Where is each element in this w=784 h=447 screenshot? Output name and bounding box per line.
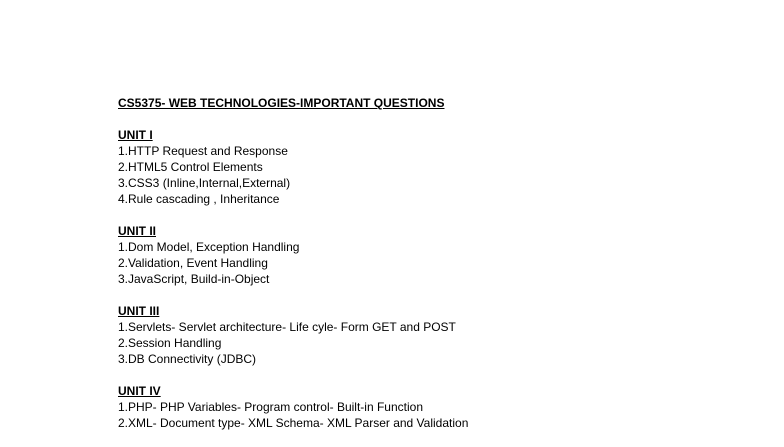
unit-heading: UNIT IV [118, 384, 161, 398]
unit-heading: UNIT III [118, 304, 160, 318]
question-item: 2.Validation, Event Handling [118, 256, 268, 270]
question-item: 1.PHP- PHP Variables- Program control- Built-in Function [118, 400, 424, 414]
question-item: 1.Dom Model, Exception Handling [118, 240, 300, 254]
question-item: 4.Rule cascading , Inheritance [118, 192, 280, 206]
unit-section-2 [118, 223, 758, 287]
unit-section-4 [118, 383, 758, 431]
question-item: 2.XML- Document type- XML Schema- XML Parser and Validation [118, 416, 469, 430]
unit-section-3 [118, 303, 758, 367]
unit-heading: UNIT II [118, 224, 156, 238]
question-item: 3.JavaScript, Build-in-Object [118, 272, 270, 286]
question-item: 2.HTML5 Control Elements [118, 160, 263, 174]
question-item: 3.DB Connectivity (JDBC) [118, 352, 257, 366]
unit-section-1 [118, 127, 758, 207]
question-item: 1.Servlets- Servlet architecture- Life cyle- Form GET and POST [118, 320, 456, 334]
unit-heading: UNIT I [118, 128, 153, 142]
question-item: 2.Session Handling [118, 336, 222, 350]
document-title: CS5375- WEB TECHNOLOGIES-IMPORTANT QUESTIONS [118, 96, 445, 110]
question-item: 3.CSS3 (Inline,Internal,External) [118, 176, 291, 190]
question-item: 1.HTTP Request and Response [118, 144, 288, 158]
document-body [118, 95, 758, 447]
